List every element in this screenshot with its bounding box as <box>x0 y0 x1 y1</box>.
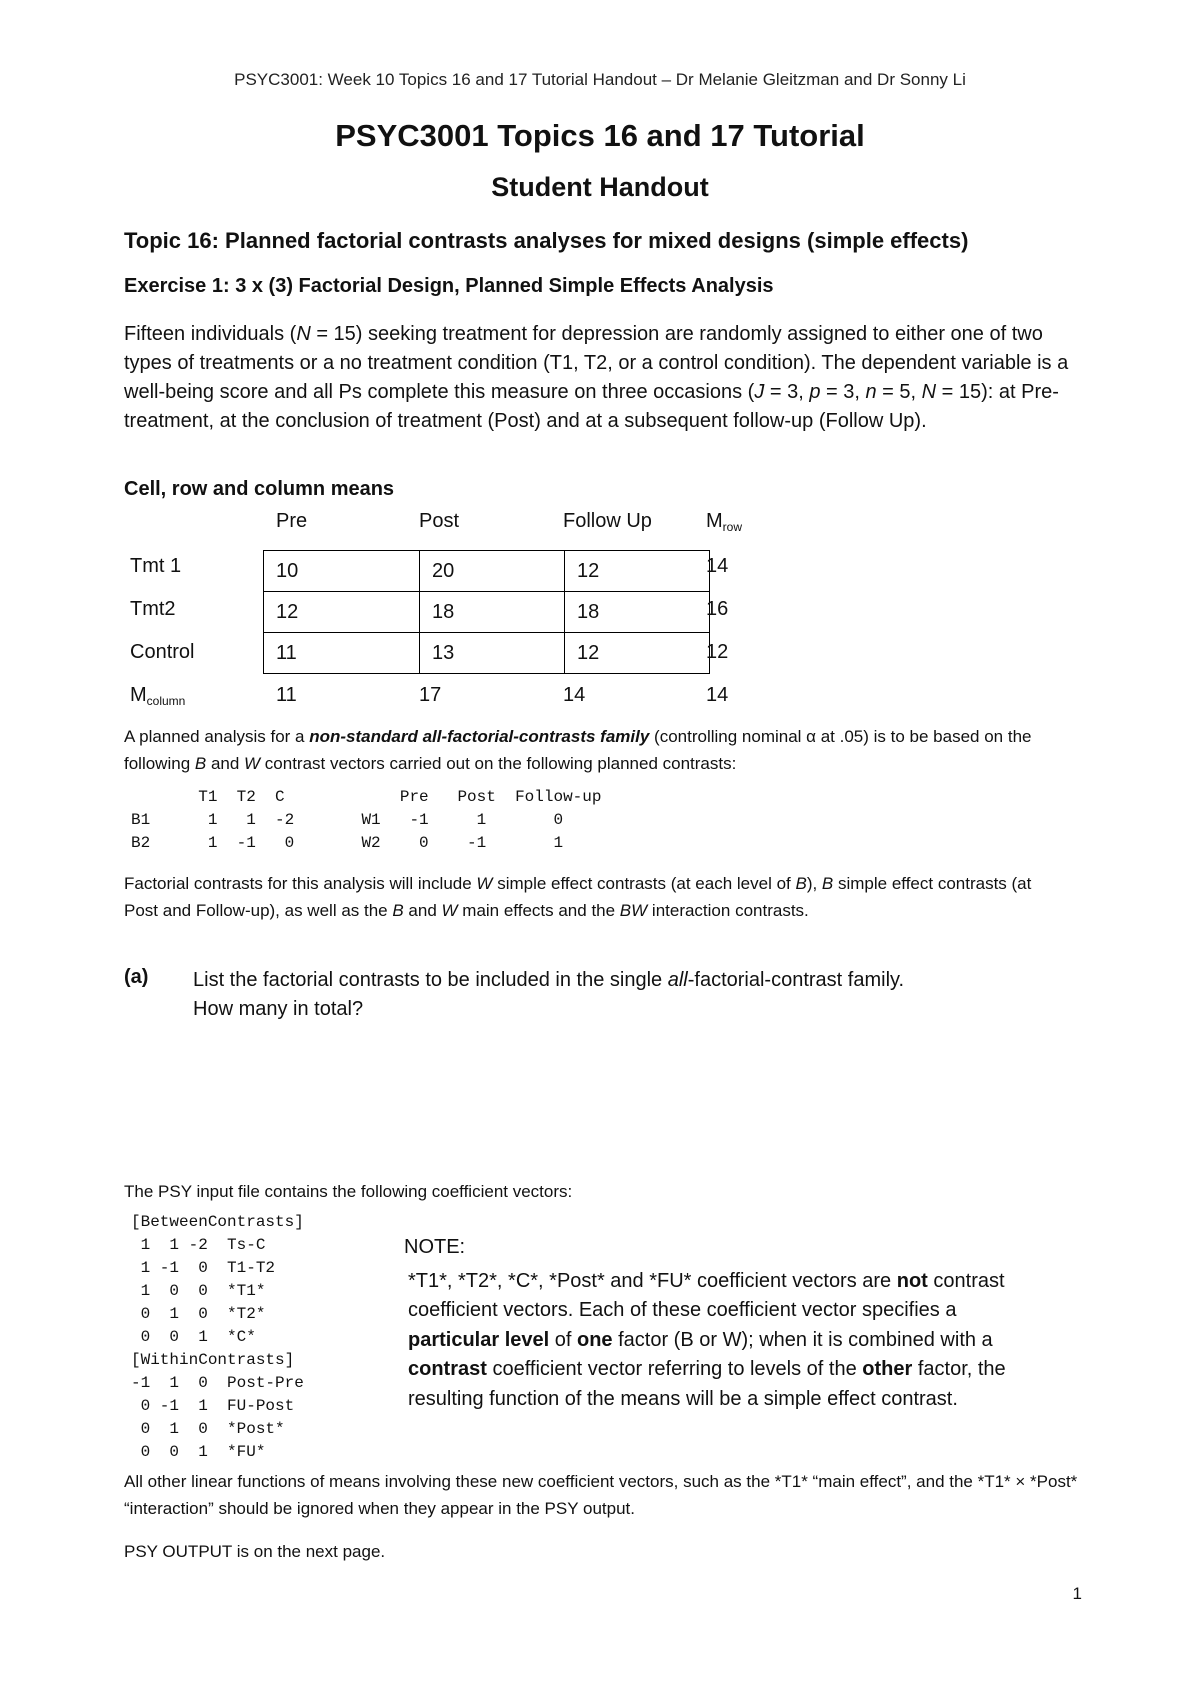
col-header-post: Post <box>419 510 460 532</box>
grand-mean: 14 <box>706 684 729 706</box>
ignore-note-paragraph: All other linear functions of means involving these new coefficient vectors, such as the *T1* “main effect”, and the *T1* × *Post* “interaction” should be ignored when they appear in the PSY output. <box>124 1472 1078 1518</box>
col-header-pre: Pre <box>276 510 308 532</box>
table-cell: 12 <box>264 592 420 633</box>
table-row <box>264 633 710 674</box>
note-box: NOTE: *T1*, *T2*, *C*, *Post* and *FU* coefficient vectors are not contrast coefficient vectors. Each of these coefficient vector specifies a particular level of one factor (B or W); when it is combined with a contrast coefficient vector referring to levels of the other factor, the resulting function of the means will be a simple effect contrast. <box>404 1233 1044 1414</box>
intro-paragraph: Fifteen individuals (N = 15) seeking treatment for depression are randomly assigned to either one of two types of treatments or a no treatment condition (T1, T2, or a control condition). The dependent variable is a well-being score and all Ps complete this measure on three occasions (J = 3, p = 3, n = 5, N = 15): at Pre-treatment, at the conclusion of treatment (Post) and at a subsequent follow-up (Follow Up). <box>124 323 1069 432</box>
psy-input-intro: The PSY input file contains the following coefficient vectors: <box>124 1182 573 1201</box>
table-cell: 12 <box>565 633 710 674</box>
col-header-followup: Follow Up <box>563 510 652 532</box>
column-mean: 11 <box>276 684 297 706</box>
means-table <box>263 550 710 674</box>
column-mean: 17 <box>419 684 442 706</box>
document-title: PSYC3001 Topics 16 and 17 Tutorial <box>335 118 865 153</box>
planned-analysis-paragraph: A planned analysis for a non-standard all-factorial-contrasts family (controlling nominal α at .05) is to be based on the following B and W contrast vectors carried out on the following planned contrasts: <box>124 727 1032 773</box>
page-header: PSYC3001: Week 10 Topics 16 and 17 Tutorial Handout – Dr Melanie Gleitzman and Dr Sonny Li <box>234 70 966 89</box>
row-mean: 12 <box>706 641 729 663</box>
column-mean: 14 <box>563 684 586 706</box>
row-label-control: Control <box>130 641 195 663</box>
document-subtitle: Student Handout <box>491 172 709 202</box>
question-a-label: (a) <box>124 966 149 988</box>
psy-coefficient-block: [BetweenContrasts] 1 1 -2 Ts-C 1 -1 0 T1-T2 1 0 0 *T1* 0 1 0 *T2* 0 0 1 *C* [WithinContrasts] -1 1 0 Post-Pre 0 -1 1 FU-Post 0 1 0 *Post* 0 0 1 *FU* <box>131 1213 304 1461</box>
exercise-heading: Exercise 1: 3 x (3) Factorial Design, Planned Simple Effects Analysis <box>124 275 774 297</box>
means-table-heading: Cell, row and column means <box>124 478 395 500</box>
contrast-vectors-block: T1 T2 C Pre Post Follow-up B1 1 1 -2 W1 -1 1 0 B2 1 -1 0 W2 0 -1 1 <box>131 788 602 852</box>
table-cell: 18 <box>565 592 710 633</box>
row-mean: 14 <box>706 555 729 577</box>
table-cell: 12 <box>565 551 710 592</box>
table-cell: 20 <box>420 551 565 592</box>
question-a-text: List the factorial contrasts to be included in the single all-factorial-contrast family. How many in total? <box>193 969 905 1020</box>
table-cell: 10 <box>264 551 420 592</box>
col-header-mrow: $M_{row}$ <box>706 510 743 534</box>
row-label-tmt1: Tmt 1 <box>130 555 182 577</box>
row-mean: 16 <box>706 598 729 620</box>
table-cell: 13 <box>420 633 565 674</box>
table-cell: 11 <box>264 633 420 674</box>
table-row <box>264 551 710 592</box>
topic-heading: Topic 16: Planned factorial contrasts analyses for mixed designs (simple effects) <box>124 228 969 253</box>
next-page-note: PSY OUTPUT is on the next page. <box>124 1542 386 1561</box>
note-label: NOTE: <box>404 1236 466 1258</box>
row-label-tmt2: Tmt2 <box>130 598 176 620</box>
row-label-mcolumn: $M_{column}$ <box>130 684 186 708</box>
table-row <box>264 592 710 633</box>
table-cell: 18 <box>420 592 565 633</box>
factorial-contrasts-paragraph: Factorial contrasts for this analysis will include W simple effect contrasts (at each level of B), B simple effect contrasts (at Post and Follow-up), as well as the B and W main effects and the BW interaction contrasts. <box>124 874 1032 920</box>
page-number: 1 <box>1072 1584 1082 1603</box>
